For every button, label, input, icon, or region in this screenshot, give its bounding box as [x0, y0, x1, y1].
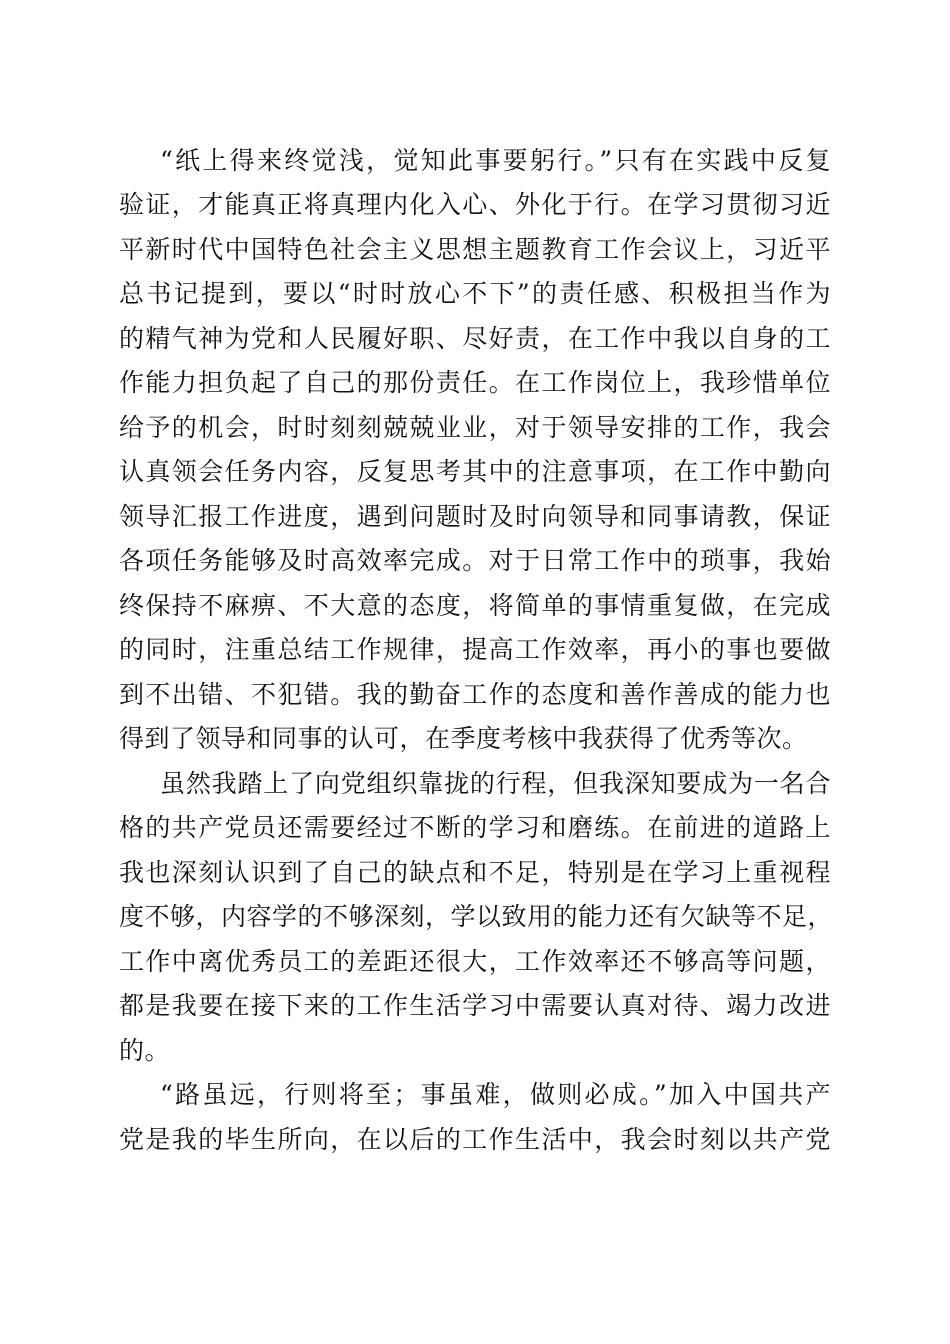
- paragraph-2-line-7: 的。: [119, 1036, 171, 1065]
- paragraph-2-line-6: 都是我要在接下来的工作生活学习中需要认真对待、竭力改进: [119, 991, 831, 1020]
- paragraph-2-line-1: 虽然我踏上了向党组织靠拢的行程，但我深知要成为一名合: [160, 769, 831, 798]
- paragraph-2-line-2: 格的共产党员还需要经过不断的学习和磨练。在前进的道路上: [119, 813, 831, 842]
- paragraph-1-line-3: 平新时代中国特色社会主义思想主题教育工作会议上，习近平: [119, 235, 831, 264]
- paragraph-3-line-2: 党是我的毕生所向，在以后的工作生活中，我会时刻以共产党: [119, 1125, 831, 1154]
- paragraph-1-line-4: 总书记提到，要以“时时放心不下”的责任感、积极担当作为: [119, 279, 831, 308]
- paragraph-3-line-1: “路虽远，行则将至；事虽难，做则必成。”加入中国共产: [160, 1080, 831, 1109]
- paragraph-2-line-5: 工作中离优秀员工的差距还很大，工作效率还不够高等问题，: [119, 947, 831, 976]
- paragraph-1-line-14: 得到了领导和同事的认可，在季度考核中我获得了优秀等次。: [119, 724, 808, 753]
- paragraph-1-line-13: 到不出错、不犯错。我的勤奋工作的态度和善作善成的能力也: [119, 680, 831, 709]
- paragraph-1-line-5: 的精气神为党和人民履好职、尽好责，在工作中我以自身的工: [119, 324, 831, 353]
- paragraph-1-line-7: 给予的机会，时时刻刻兢兢业业，对于领导安排的工作，我会: [119, 413, 831, 442]
- paragraph-1-line-6: 作能力担负起了自己的那份责任。在工作岗位上，我珍惜单位: [119, 368, 831, 397]
- paragraph-1-line-10: 各项任务能够及时高效率完成。对于日常工作中的琐事，我始: [119, 546, 831, 575]
- paragraph-2-line-3: 我也深刻认识到了自己的缺点和不足，特别是在学习上重视程: [119, 858, 831, 887]
- paragraph-1-line-2: 验证，才能真正将真理内化入心、外化于行。在学习贯彻习近: [119, 190, 831, 219]
- paragraph-1-line-12: 的同时，注重总结工作规律，提高工作效率，再小的事也要做: [119, 635, 831, 664]
- paragraph-1-line-1: “纸上得来终觉浅，觉知此事要躬行。”只有在实践中反复: [160, 146, 831, 175]
- paragraph-1-line-11: 终保持不麻痹、不大意的态度，将简单的事情重复做，在完成: [119, 591, 831, 620]
- paragraph-1-line-9: 领导汇报工作进度，遇到问题时及时向领导和同事请教，保证: [119, 502, 831, 531]
- paragraph-1-line-8: 认真领会任务内容，反复思考其中的注意事项，在工作中勤向: [119, 457, 831, 486]
- paragraph-2-line-4: 度不够，内容学的不够深刻，学以致用的能力还有欠缺等不足，: [119, 902, 834, 931]
